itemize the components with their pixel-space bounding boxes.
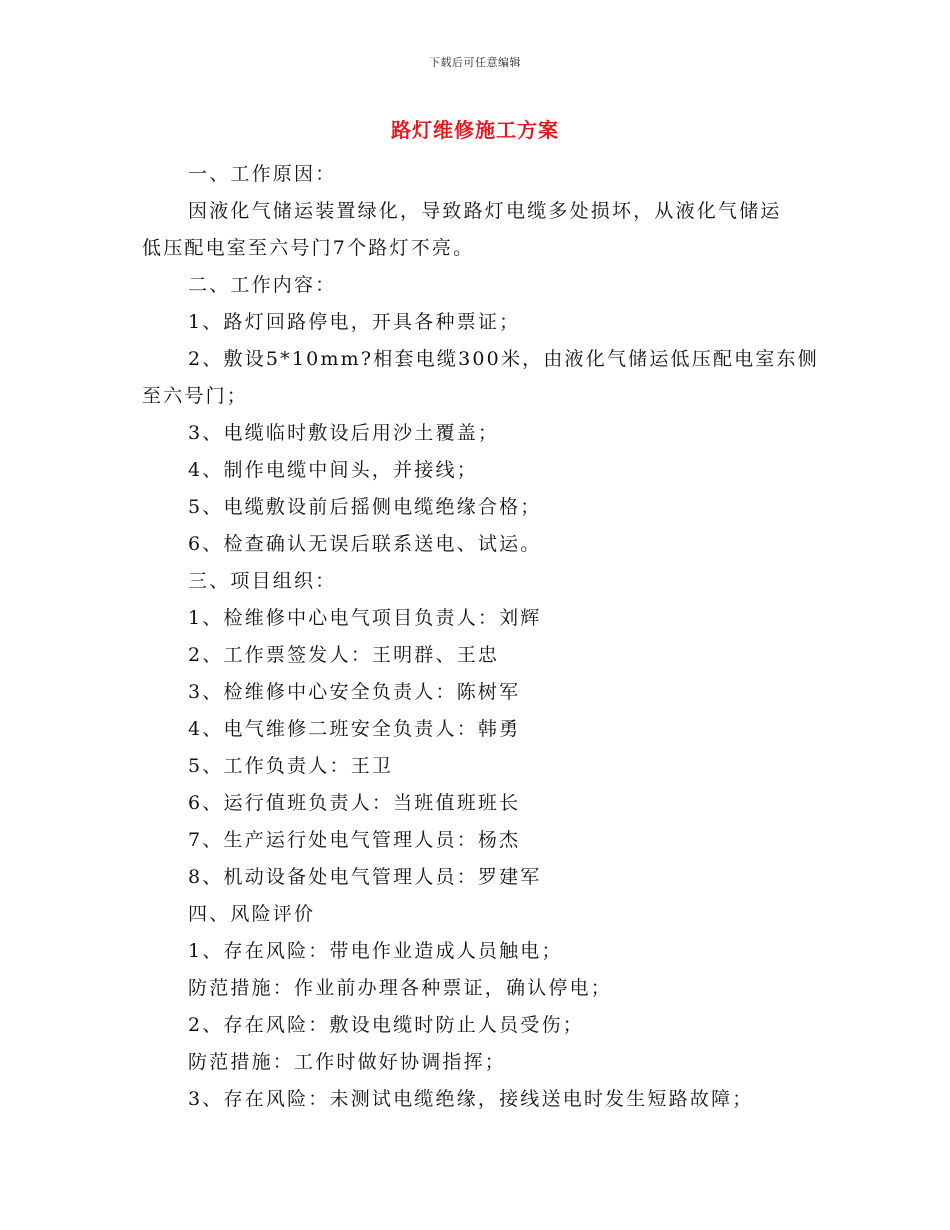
- body-line: 3、存在风险：未测试电缆绝缘，接线送电时发生短路故障；: [188, 1088, 754, 1110]
- body-line: 2、工作票签发人：王明群、王忠: [188, 644, 500, 666]
- body-line: 一、工作原因：: [188, 163, 337, 185]
- body-line: 4、制作电缆中间头，并接线；: [188, 459, 478, 481]
- body-line: 1、路灯回路停电，开具各种票证；: [188, 311, 521, 333]
- body-line: 2、敷设5*10mm?相套电缆300米，由液化气储运低压配电室东侧: [188, 348, 819, 370]
- body-line: 四、风险评价: [188, 903, 316, 925]
- body-line: 防范措施：作业前办理各种票证，确认停电；: [188, 977, 613, 999]
- body-line: 3、电缆临时敷设后用沙土覆盖；: [188, 422, 500, 444]
- body-line: 5、电缆敷设前后摇侧电缆绝缘合格；: [188, 496, 542, 518]
- body-line: 4、电气维修二班安全负责人：韩勇: [188, 718, 521, 740]
- body-line: 三、项目组织：: [188, 570, 337, 592]
- body-line: 至六号门；: [142, 385, 249, 407]
- body-line: 7、生产运行处电气管理人员：杨杰: [188, 829, 521, 851]
- header-note: 下载后可任意编辑: [429, 56, 521, 69]
- body-line: 8、机动设备处电气管理人员：罗建军: [188, 866, 542, 888]
- body-line: 1、检维修中心电气项目负责人：刘辉: [188, 607, 542, 629]
- body-line: 1、存在风险：带电作业造成人员触电；: [188, 940, 563, 962]
- body-line: 二、工作内容：: [188, 274, 337, 296]
- body-line: 6、运行值班负责人：当班值班班长: [188, 792, 521, 814]
- document-title: 路灯维修施工方案: [391, 118, 559, 142]
- body-line: 低压配电室至六号门7个路灯不亮。: [142, 237, 475, 259]
- body-line: 因液化气储运装置绿化，导致路灯电缆多处损坏，从液化气储运: [188, 200, 782, 222]
- body-line: 3、检维修中心安全负责人：陈树军: [188, 681, 521, 703]
- body-line: 6、检查确认无误后联系送电、试运。: [188, 533, 542, 555]
- document-body: [142, 156, 819, 1118]
- body-line: 5、工作负责人：王卫: [188, 755, 394, 777]
- body-line: 防范措施：工作时做好协调指挥；: [188, 1051, 507, 1073]
- body-line: 2、存在风险：敷设电缆时防止人员受伤；: [188, 1014, 584, 1036]
